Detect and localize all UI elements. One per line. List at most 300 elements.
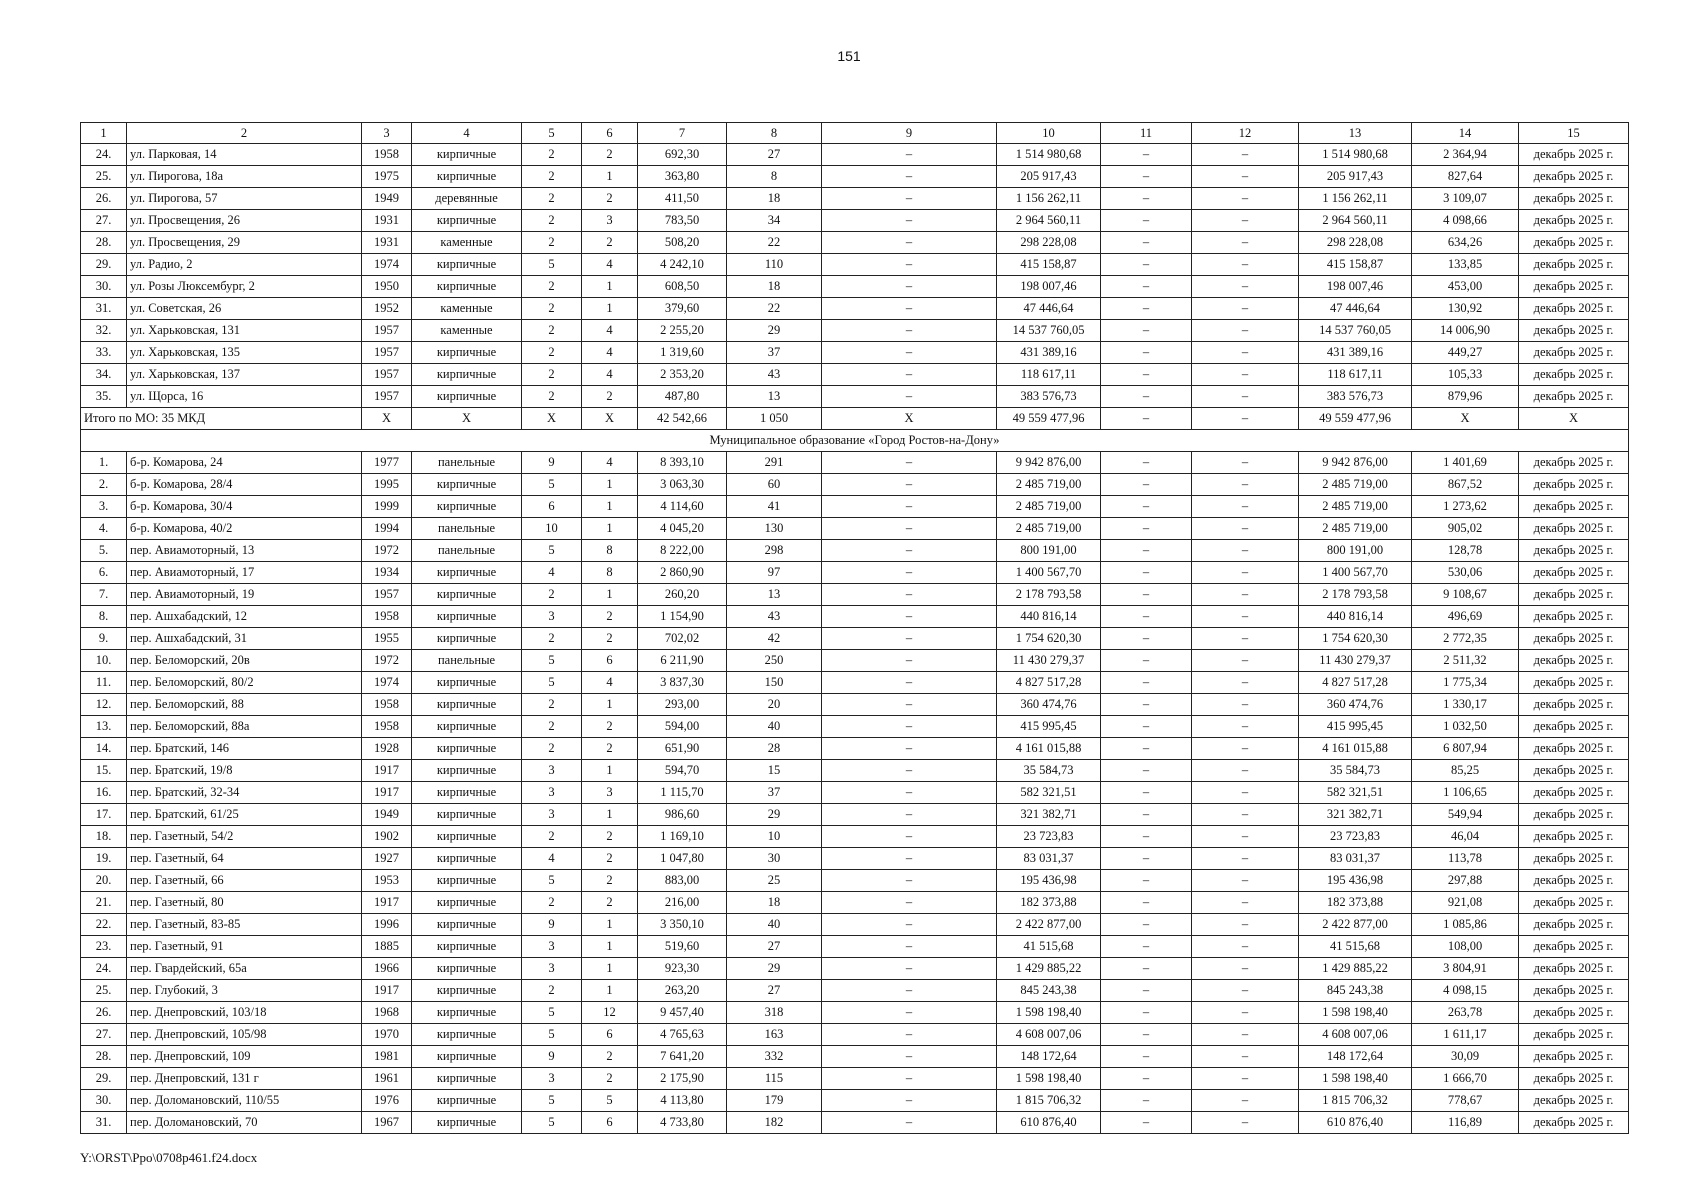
table-cell: 298 228,08 [1299,232,1412,254]
table-cell: 9 [522,1046,582,1068]
table-cell: кирпичные [412,848,522,870]
table-cell: 18 [727,188,822,210]
table-cell: 41 515,68 [1299,936,1412,958]
table-cell: 13 [727,584,822,606]
table-cell: декабрь 2025 г. [1519,980,1629,1002]
table-cell: 2 422 877,00 [1299,914,1412,936]
table-cell: – [1192,760,1299,782]
table-cell: кирпичные [412,342,522,364]
table-cell: 1972 [362,540,412,562]
table-cell: пер. Газетный, 66 [127,870,362,892]
table-row [81,518,1629,540]
table-cell: 5. [81,540,127,562]
table-cell: 29. [81,1068,127,1090]
table-cell: 2 [582,188,638,210]
table-cell: 298 228,08 [997,232,1101,254]
table-cell: 179 [727,1090,822,1112]
section-title: Муниципальное образование «Город Ростов-на-Дону» [81,430,1629,452]
table-cell: – [1101,892,1192,914]
table-cell: 4 [582,452,638,474]
table-row [81,254,1629,276]
table-cell: 11 430 279,37 [1299,650,1412,672]
table-cell: 182 [727,1112,822,1134]
table-cell: 110 [727,254,822,276]
table-cell: 97 [727,562,822,584]
column-number-cell: 9 [822,123,997,144]
table-cell: декабрь 2025 г. [1519,716,1629,738]
table-cell: 2 [522,276,582,298]
table-cell: 453,00 [1412,276,1519,298]
table-row [81,870,1629,892]
table-cell: декабрь 2025 г. [1519,210,1629,232]
table-cell: кирпичные [412,980,522,1002]
table-cell: 13. [81,716,127,738]
table-cell: 37 [727,782,822,804]
table-cell: 27 [727,144,822,166]
table-cell: кирпичные [412,1068,522,1090]
table-cell: декабрь 2025 г. [1519,804,1629,826]
table-cell: 2 [522,210,582,232]
table-cell: 1 400 567,70 [1299,562,1412,584]
table-cell: 4 [582,364,638,386]
table-cell: декабрь 2025 г. [1519,782,1629,804]
table-cell: – [822,738,997,760]
table-cell: – [1192,452,1299,474]
table-cell: кирпичные [412,716,522,738]
table-cell: 1 115,70 [638,782,727,804]
table-cell: 85,25 [1412,760,1519,782]
table-cell: 1931 [362,232,412,254]
table-cell: 4 [522,848,582,870]
table-cell: 2 [582,892,638,914]
table-cell: 1 330,17 [1412,694,1519,716]
table-cell: 321 382,71 [997,804,1101,826]
table-cell: декабрь 2025 г. [1519,496,1629,518]
table-cell: кирпичные [412,562,522,584]
table-cell: деревянные [412,188,522,210]
table-cell: 1957 [362,320,412,342]
table-cell: 195 436,98 [1299,870,1412,892]
table-cell: 17. [81,804,127,826]
table-cell: 25. [81,980,127,1002]
table-cell: ул. Просвещения, 26 [127,210,362,232]
table-cell: 8 222,00 [638,540,727,562]
table-cell: 4 [582,254,638,276]
table-cell: 4 827 517,28 [997,672,1101,694]
table-cell: кирпичные [412,694,522,716]
table-cell: 867,52 [1412,474,1519,496]
table-cell: 1957 [362,364,412,386]
table-cell: 3 [582,782,638,804]
table-cell: пер. Беломорский, 80/2 [127,672,362,694]
table-cell: каменные [412,320,522,342]
table-cell: 29. [81,254,127,276]
table-cell: 2 964 560,11 [1299,210,1412,232]
table-cell: – [1101,914,1192,936]
table-cell: 1 154,90 [638,606,727,628]
table-cell: 4 765,63 [638,1024,727,1046]
table-cell: 6 [582,1024,638,1046]
table-cell: – [1192,276,1299,298]
table-cell: пер. Газетный, 83-85 [127,914,362,936]
table-cell: 28. [81,232,127,254]
table-cell: Х [412,408,522,430]
table-cell: 519,60 [638,936,727,958]
table-row [81,1090,1629,1112]
table-row [81,1112,1629,1134]
footer-file-path: Y:\ORST\Ppo\0708p461.f24.docx [80,1150,258,1165]
table-cell: 582 321,51 [1299,782,1412,804]
table-cell: 40 [727,716,822,738]
table-cell: – [1101,254,1192,276]
table-cell: 29 [727,958,822,980]
table-cell: пер. Братский, 61/25 [127,804,362,826]
table-cell: 986,60 [638,804,727,826]
table-cell: – [1101,562,1192,584]
table-cell: – [1101,1090,1192,1112]
table-cell: – [1101,188,1192,210]
table-cell: 3 [522,1068,582,1090]
table-cell: – [822,606,997,628]
table-cell: кирпичные [412,1024,522,1046]
table-cell: 1928 [362,738,412,760]
table-cell: 1970 [362,1024,412,1046]
table-cell: 5 [522,1112,582,1134]
table-row [81,496,1629,518]
table-cell: – [822,188,997,210]
table-cell: – [822,144,997,166]
table-cell: 21. [81,892,127,914]
table-row [81,628,1629,650]
table-cell: 8 [582,562,638,584]
table-cell: 692,30 [638,144,727,166]
table-cell: 6 [582,650,638,672]
table-cell: 6. [81,562,127,584]
table-cell: 5 [522,540,582,562]
table-row [81,782,1629,804]
table-cell: – [1192,1024,1299,1046]
table-cell: каменные [412,232,522,254]
table-cell: пер. Газетный, 80 [127,892,362,914]
table-cell: – [1101,760,1192,782]
table-cell: 2 485 719,00 [997,518,1101,540]
table-cell: – [822,452,997,474]
table-cell: – [1192,320,1299,342]
table-cell: 22 [727,232,822,254]
table-cell: 195 436,98 [997,870,1101,892]
table-cell: 845 243,38 [997,980,1101,1002]
table-cell: 297,88 [1412,870,1519,892]
table-cell: – [1192,144,1299,166]
table-cell: 1 401,69 [1412,452,1519,474]
table-cell: 3 109,07 [1412,188,1519,210]
table-cell: 113,78 [1412,848,1519,870]
table-cell: 6 807,94 [1412,738,1519,760]
table-cell: 883,00 [638,870,727,892]
table-cell: 216,00 [638,892,727,914]
table-cell: 5 [582,1090,638,1112]
table-cell: декабрь 2025 г. [1519,188,1629,210]
table-cell: кирпичные [412,738,522,760]
table-cell: 20 [727,694,822,716]
table-cell: 1996 [362,914,412,936]
table-cell: пер. Беломорский, 88 [127,694,362,716]
table-cell: 10. [81,650,127,672]
table-cell: – [1192,298,1299,320]
table-cell: кирпичные [412,870,522,892]
column-number-cell: 4 [412,123,522,144]
table-cell: – [1101,804,1192,826]
table-cell: 1 598 198,40 [997,1068,1101,1090]
table-cell: – [822,1068,997,1090]
table-cell: декабрь 2025 г. [1519,606,1629,628]
table-cell: 205 917,43 [1299,166,1412,188]
table-cell: 7 641,20 [638,1046,727,1068]
table-cell: 1957 [362,584,412,606]
table-cell: 4 733,80 [638,1112,727,1134]
table-cell: ул. Розы Люксембург, 2 [127,276,362,298]
table-cell: пер. Авиамоторный, 19 [127,584,362,606]
table-cell: – [1101,496,1192,518]
table-cell: 47 446,64 [997,298,1101,320]
table-cell: 40 [727,914,822,936]
table-cell: 291 [727,452,822,474]
table-cell: 3 [522,760,582,782]
column-number-cell: 15 [1519,123,1629,144]
table-cell: – [1192,210,1299,232]
table-cell: декабрь 2025 г. [1519,826,1629,848]
table-cell: – [822,166,997,188]
table-cell: 5 [522,650,582,672]
table-cell: 2 364,94 [1412,144,1519,166]
table-cell: 1976 [362,1090,412,1112]
table-cell: 1 156 262,11 [997,188,1101,210]
table-cell: 2 [522,584,582,606]
table-cell: 383 576,73 [1299,386,1412,408]
table-cell: – [1192,1002,1299,1024]
column-number-cell: 6 [582,123,638,144]
table-cell: 2 [582,716,638,738]
table-cell: – [1192,584,1299,606]
table-cell: 360 474,76 [1299,694,1412,716]
table-cell: 2 [582,628,638,650]
table-cell: 2 [522,364,582,386]
table-cell: – [1192,496,1299,518]
table-cell: 33. [81,342,127,364]
table-cell: кирпичные [412,760,522,782]
table-cell: 651,90 [638,738,727,760]
table-cell: 46,04 [1412,826,1519,848]
table-cell: 2 [582,738,638,760]
table-cell: декабрь 2025 г. [1519,1002,1629,1024]
table-cell: – [1101,606,1192,628]
table-cell: – [1192,364,1299,386]
table-cell: пер. Авиамоторный, 13 [127,540,362,562]
table-cell: декабрь 2025 г. [1519,232,1629,254]
table-cell: – [822,672,997,694]
table-cell: 2 [582,232,638,254]
table-cell: 35 584,73 [1299,760,1412,782]
table-cell: 1917 [362,892,412,914]
table-row [81,936,1629,958]
table-cell: – [822,782,997,804]
table-cell: 182 373,88 [997,892,1101,914]
table-row [81,650,1629,672]
table-row [81,188,1629,210]
table-cell: 1934 [362,562,412,584]
table-cell: 2 [522,232,582,254]
table-cell: пер. Авиамоторный, 17 [127,562,362,584]
table-row [81,452,1629,474]
table-cell: – [1101,1112,1192,1134]
table-cell: 4 608 007,06 [1299,1024,1412,1046]
table-cell: 2 [582,144,638,166]
table-row [81,1002,1629,1024]
table-row [81,364,1629,386]
table-cell: – [822,232,997,254]
table-cell: 4 113,80 [638,1090,727,1112]
table-cell: 594,00 [638,716,727,738]
table-cell: – [1192,474,1299,496]
column-number-cell: 8 [727,123,822,144]
table-cell: 42 [727,628,822,650]
table-cell: – [1101,364,1192,386]
table-cell: 24. [81,144,127,166]
table-cell: 2 [522,188,582,210]
table-cell: 923,30 [638,958,727,980]
table-cell: – [1192,606,1299,628]
table-cell: 2 [522,342,582,364]
table-cell: 41 515,68 [997,936,1101,958]
table-row [81,166,1629,188]
table-cell: 2 [582,386,638,408]
column-number-cell: 2 [127,123,362,144]
table-cell: – [822,584,997,606]
table-cell: 26. [81,1002,127,1024]
table-cell: 10 [522,518,582,540]
table-row [81,1046,1629,1068]
table-cell: 3. [81,496,127,518]
table-cell: 30 [727,848,822,870]
table-cell: декабрь 2025 г. [1519,562,1629,584]
table-cell: ул. Парковая, 14 [127,144,362,166]
table-cell: 1 [582,496,638,518]
table-cell: – [1192,694,1299,716]
table-cell: 6 211,90 [638,650,727,672]
table-cell: 35. [81,386,127,408]
table-cell: 34. [81,364,127,386]
table-cell: 9. [81,628,127,650]
table-cell: декабрь 2025 г. [1519,650,1629,672]
table-cell: 3 837,30 [638,672,727,694]
table-cell: 778,67 [1412,1090,1519,1112]
table-cell: 128,78 [1412,540,1519,562]
table-cell: 2 [522,716,582,738]
table-cell: 1 [582,298,638,320]
table-cell: – [822,496,997,518]
table-cell: 3 [522,606,582,628]
table-cell: панельные [412,452,522,474]
table-cell: 431 389,16 [997,342,1101,364]
table-cell: 1885 [362,936,412,958]
table-cell: декабрь 2025 г. [1519,540,1629,562]
table-cell: 1 [582,584,638,606]
table-cell: 2 [582,870,638,892]
table-cell: – [1101,1002,1192,1024]
table-cell: 3 [522,804,582,826]
table-row [81,342,1629,364]
table-cell: 415 995,45 [1299,716,1412,738]
table-cell: 921,08 [1412,892,1519,914]
table-cell: – [1192,188,1299,210]
table-cell: декабрь 2025 г. [1519,276,1629,298]
table-cell: 800 191,00 [997,540,1101,562]
table-cell: 5 [522,254,582,276]
table-cell: 13 [727,386,822,408]
table-cell: – [1101,452,1192,474]
table-cell: 1 [582,936,638,958]
table-cell: 182 373,88 [1299,892,1412,914]
column-number-cell: 14 [1412,123,1519,144]
table-cell: 43 [727,364,822,386]
table-cell: 2 [522,386,582,408]
table-cell: 8 [582,540,638,562]
table-cell: 30. [81,276,127,298]
table-cell: 496,69 [1412,606,1519,628]
table-cell: 905,02 [1412,518,1519,540]
table-cell: – [1192,804,1299,826]
table-cell: – [1192,540,1299,562]
table-cell: – [822,474,997,496]
table-cell: 845 243,38 [1299,980,1412,1002]
table-cell: 1974 [362,672,412,694]
table-cell: 1 429 885,22 [997,958,1101,980]
table-cell: декабрь 2025 г. [1519,936,1629,958]
table-cell: 2 772,35 [1412,628,1519,650]
table-cell: декабрь 2025 г. [1519,254,1629,276]
table-cell: 23. [81,936,127,958]
table-cell: 2 964 560,11 [997,210,1101,232]
table-cell: 41 [727,496,822,518]
table-cell: 22. [81,914,127,936]
table-cell: 1 815 706,32 [1299,1090,1412,1112]
table-cell: 530,06 [1412,562,1519,584]
table-cell: 4 242,10 [638,254,727,276]
table-cell: 1957 [362,342,412,364]
column-number-cell: 7 [638,123,727,144]
table-cell: 12 [582,1002,638,1024]
table-cell: 2 [582,606,638,628]
table-cell: б-р. Комарова, 40/2 [127,518,362,540]
table-cell: 1 666,70 [1412,1068,1519,1090]
table-cell: 11. [81,672,127,694]
table-cell: 25. [81,166,127,188]
table-cell: 1981 [362,1046,412,1068]
table-cell: 1931 [362,210,412,232]
table-cell: 1974 [362,254,412,276]
table-cell: 879,96 [1412,386,1519,408]
table-cell: б-р. Комарова, 24 [127,452,362,474]
table-cell: 2 [522,320,582,342]
table-cell: 2 485 719,00 [997,474,1101,496]
table-cell: 28. [81,1046,127,1068]
table-cell: 4 [582,320,638,342]
table-cell: пер. Доломановский, 110/55 [127,1090,362,1112]
table-cell: 47 446,64 [1299,298,1412,320]
table-cell: – [1101,738,1192,760]
table-cell: 2. [81,474,127,496]
table-cell: – [1192,408,1299,430]
